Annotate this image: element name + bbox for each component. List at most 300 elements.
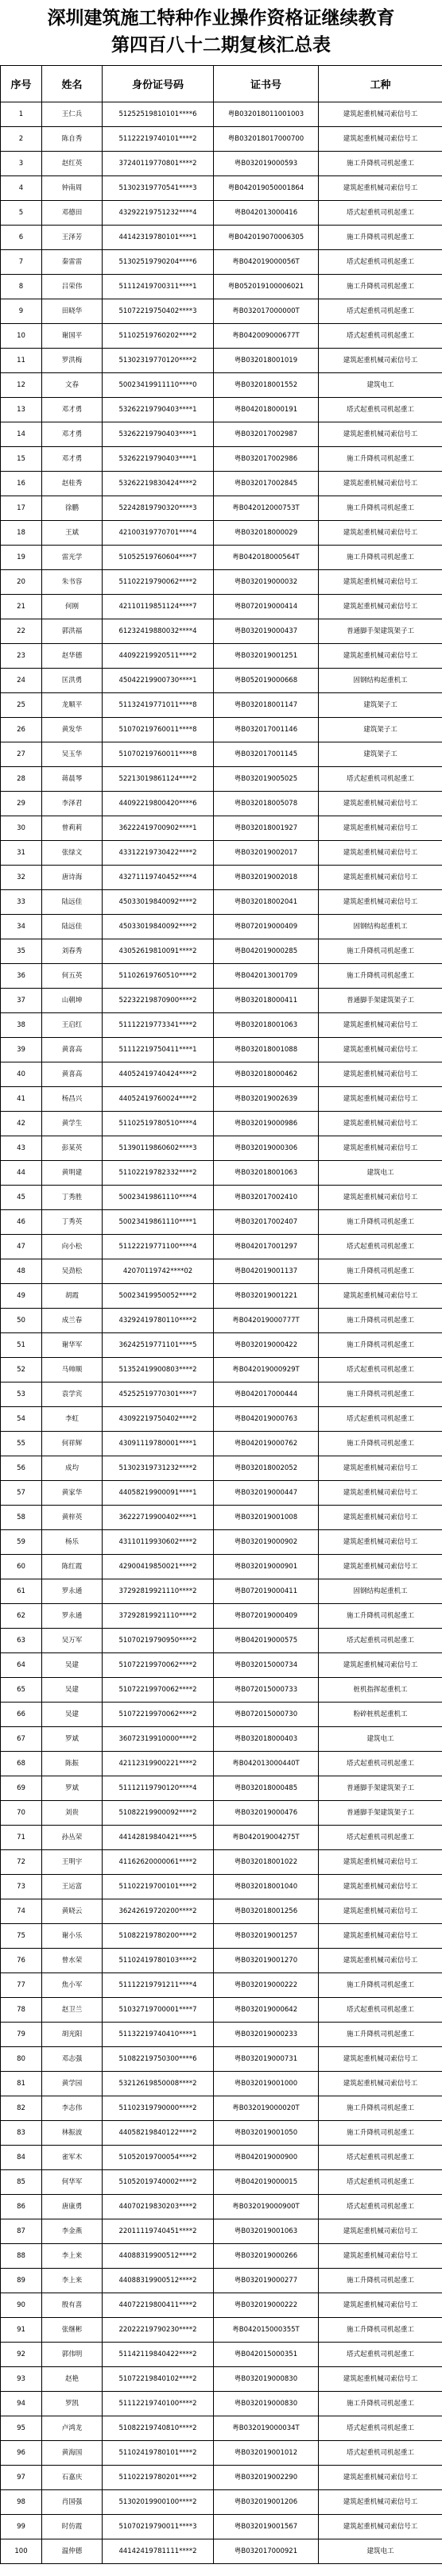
cell-id-number: 51112119790120****4 — [103, 1776, 214, 1801]
cell-id-number: 37240119770801****2 — [103, 152, 214, 176]
cell-id-number: 45033019840092****2 — [103, 890, 214, 915]
cell-certificate-number: 粤B032019000222 — [214, 2293, 319, 2318]
cell-serial: 29 — [1, 792, 42, 816]
cell-certificate-number: 粤B032018001552 — [214, 373, 319, 398]
cell-id-number: 52242819790320****3 — [103, 496, 214, 521]
cell-certificate-number: 粤B042019000929T — [214, 1358, 319, 1382]
cell-job-type: 塔式起重机司机起重工 — [319, 2170, 442, 2195]
cell-certificate-number: 粤B032019000032 — [214, 570, 319, 595]
cell-certificate-number: 粤B042015000355T — [214, 2318, 319, 2343]
cell-name: 赵红英 — [42, 152, 103, 176]
cell-certificate-number: 粤B032017001145 — [214, 742, 319, 767]
cell-id-number: 51390119860602****3 — [103, 1136, 214, 1161]
cell-name: 唐诗海 — [42, 866, 103, 890]
cell-certificate-number: 粤B072019000414 — [214, 595, 319, 619]
table-row — [1, 644, 442, 669]
cell-certificate-number: 粤B032019002018 — [214, 866, 319, 890]
cell-serial: 79 — [1, 2023, 42, 2047]
cell-job-type: 粉碎桩机起重机工 — [319, 1703, 442, 1727]
cell-name: 丁秀胜 — [42, 1186, 103, 1210]
header-serial: 序号 — [1, 66, 42, 102]
cell-serial: 16 — [1, 472, 42, 496]
cell-serial: 82 — [1, 2096, 42, 2121]
cell-serial: 28 — [1, 767, 42, 792]
cell-serial: 21 — [1, 595, 42, 619]
cell-id-number: 53262219790403****1 — [103, 447, 214, 472]
table-row — [1, 1284, 442, 1309]
cell-job-type: 塔式起重机司机起重工 — [319, 2195, 442, 2219]
cell-name: 徐鹏 — [42, 496, 103, 521]
cell-certificate-number: 粤B032018000029 — [214, 521, 319, 546]
table-row — [1, 1309, 442, 1333]
table-row — [1, 1136, 442, 1161]
cell-certificate-number: 粤B032019000222 — [214, 1973, 319, 1998]
cell-serial: 37 — [1, 989, 42, 1013]
cell-serial: 30 — [1, 816, 42, 841]
table-row — [1, 1998, 442, 2023]
cell-job-type: 施工升降机司机起重工 — [319, 939, 442, 964]
cell-serial: 53 — [1, 1382, 42, 1407]
cell-serial: 24 — [1, 669, 42, 693]
cell-id-number: 51102319790000****2 — [103, 2096, 214, 2121]
cell-id-number: 36222419700902****1 — [103, 816, 214, 841]
table-row — [1, 1629, 442, 1653]
cell-name: 邓德田 — [42, 201, 103, 226]
cell-certificate-number: 粤B032019000306 — [214, 1136, 319, 1161]
table-row — [1, 2367, 442, 2392]
table-row — [1, 1530, 442, 1555]
cell-id-number: 44092219800420****6 — [103, 792, 214, 816]
cell-id-number: 44142819840421****5 — [103, 1826, 214, 1850]
cell-id-number: 50023419861110****4 — [103, 1186, 214, 1210]
cell-serial: 95 — [1, 2416, 42, 2441]
cell-certificate-number: 粤B032017002987 — [214, 422, 319, 447]
table-row — [1, 1210, 442, 1235]
cell-certificate-number: 粤B072015000730 — [214, 1703, 319, 1727]
cell-name: 陆远佳 — [42, 915, 103, 939]
cell-certificate-number: 粤B032019000593 — [214, 152, 319, 176]
table-row — [1, 2072, 442, 2096]
cell-certificate-number: 粤B042012000753T — [214, 496, 319, 521]
cell-id-number: 42070119742****02 — [103, 1259, 214, 1284]
table-row — [1, 1038, 442, 1062]
cell-name: 胡光阳 — [42, 2023, 103, 2047]
cell-id-number: 43092219750402****2 — [103, 1407, 214, 1432]
table-row — [1, 1456, 442, 1481]
cell-serial: 35 — [1, 939, 42, 964]
cell-name: 谢小乐 — [42, 1924, 103, 1949]
cell-certificate-number: 粤B032019001251 — [214, 644, 319, 669]
cell-job-type: 塔式起重机司机起重工 — [319, 767, 442, 792]
cell-certificate-number: 粤B032019001008 — [214, 1506, 319, 1530]
cell-certificate-number: 粤B032019000034T — [214, 2416, 319, 2441]
cell-name: 何刚 — [42, 595, 103, 619]
cell-name: 吕荣伟 — [42, 275, 103, 299]
cell-certificate-number: 粤B032017002410 — [214, 1186, 319, 1210]
cell-id-number: 41162620000061****2 — [103, 1850, 214, 1875]
cell-id-number: 51112419700311****1 — [103, 275, 214, 299]
cell-certificate-number: 粤B032019000731 — [214, 2047, 319, 2072]
cell-certificate-number: 粤B042019070006305 — [214, 226, 319, 250]
cell-serial: 68 — [1, 1752, 42, 1776]
cell-certificate-number: 粤B032018011001003 — [214, 102, 319, 127]
cell-certificate-number: 粤B032019000277 — [214, 2269, 319, 2293]
cell-certificate-number: 粤B042019000015 — [214, 2170, 319, 2195]
cell-serial: 6 — [1, 226, 42, 250]
table-row — [1, 1062, 442, 1087]
table-row — [1, 1506, 442, 1530]
cell-job-type: 建筑电工 — [319, 2539, 442, 2564]
cell-job-type: 塔式起重机司机起重工 — [319, 2441, 442, 2466]
cell-id-number: 44088319900512****2 — [103, 2244, 214, 2269]
cell-id-number: 37292819921110****2 — [103, 1579, 214, 1604]
cell-certificate-number: 粤B032018017000700 — [214, 127, 319, 152]
cell-job-type: 普通脚手架建筑架子工 — [319, 1801, 442, 1826]
cell-name: 罗永通 — [42, 1579, 103, 1604]
cell-id-number: 51070219760011****8 — [103, 718, 214, 742]
cell-serial: 40 — [1, 1062, 42, 1087]
cell-job-type: 施工升降机司机起重工 — [319, 1432, 442, 1456]
cell-job-type: 建筑起重机械司索信号工 — [319, 1653, 442, 1678]
cell-id-number: 43271119740452****4 — [103, 866, 214, 890]
cell-certificate-number: 粤B032018001022 — [214, 1850, 319, 1875]
cell-certificate-number: 粤B032019000642 — [214, 1998, 319, 2023]
cell-certificate-number: 粤B032019000476 — [214, 1801, 319, 1826]
cell-serial: 8 — [1, 275, 42, 299]
cell-serial: 25 — [1, 693, 42, 718]
cell-name: 王斌 — [42, 521, 103, 546]
table-row — [1, 2269, 442, 2293]
cell-id-number: 36072319910000****2 — [103, 1727, 214, 1752]
table-row — [1, 2318, 442, 2343]
cell-id-number: 43091119780001****1 — [103, 1432, 214, 1456]
cell-id-number: 43292419780110****2 — [103, 1309, 214, 1333]
cell-id-number: 43052619810091****2 — [103, 939, 214, 964]
cell-certificate-number: 粤B042019000056T — [214, 250, 319, 275]
cell-certificate-number: 粤B032019001206 — [214, 2490, 319, 2515]
table-row — [1, 2416, 442, 2441]
cell-job-type: 建筑起重机械司索信号工 — [319, 1949, 442, 1973]
cell-id-number: 51072219970062****2 — [103, 1678, 214, 1703]
cell-job-type: 建筑起重机械司索信号工 — [319, 422, 442, 447]
cell-job-type: 施工升降机司机起重工 — [319, 2121, 442, 2146]
cell-job-type: 建筑起重机械司索信号工 — [319, 2072, 442, 2096]
cell-id-number: 51070219790950****2 — [103, 1629, 214, 1653]
cell-name: 谢华军 — [42, 1333, 103, 1358]
cell-serial: 20 — [1, 570, 42, 595]
cell-name: 邓才勇 — [42, 422, 103, 447]
cell-serial: 73 — [1, 1875, 42, 1899]
cell-job-type: 建筑起重机械司索信号工 — [319, 644, 442, 669]
cell-job-type: 普通脚手架建筑架子工 — [319, 619, 442, 644]
cell-certificate-number: 粤B032019001050 — [214, 2121, 319, 2146]
cell-id-number: 44092219920511****2 — [103, 644, 214, 669]
table-row — [1, 1949, 442, 1973]
table-row — [1, 1481, 442, 1506]
cell-job-type: 建筑起重机械司索信号工 — [319, 1013, 442, 1038]
header-name: 姓名 — [42, 66, 103, 102]
cell-id-number: 51072219750402****3 — [103, 299, 214, 324]
cell-certificate-number: 粤B032019000233 — [214, 2023, 319, 2047]
cell-id-number: 51352419900803****2 — [103, 1358, 214, 1382]
cell-serial: 51 — [1, 1333, 42, 1358]
cell-serial: 19 — [1, 546, 42, 570]
cell-job-type: 建筑电工 — [319, 1161, 442, 1186]
table-row — [1, 841, 442, 866]
table-row — [1, 767, 442, 792]
cell-id-number: 51102519760202****2 — [103, 324, 214, 349]
cell-name: 吴玉华 — [42, 742, 103, 767]
cell-job-type: 建筑起重机械司索信号工 — [319, 2293, 442, 2318]
cell-job-type: 建筑起重机械司索信号工 — [319, 595, 442, 619]
cell-serial: 38 — [1, 1013, 42, 1038]
cell-serial: 67 — [1, 1727, 42, 1752]
cell-name: 成兰春 — [42, 1309, 103, 1333]
table-row — [1, 349, 442, 373]
cell-certificate-number: 粤B032018001019 — [214, 349, 319, 373]
cell-job-type: 建筑起重机械司索信号工 — [319, 1899, 442, 1924]
cell-id-number: 44070219830203****2 — [103, 2195, 214, 2219]
cell-name: 吴万军 — [42, 1629, 103, 1653]
cell-job-type: 固钢结构起重机工 — [319, 669, 442, 693]
table-row — [1, 521, 442, 546]
cell-id-number: 52232219870900****2 — [103, 989, 214, 1013]
cell-serial: 48 — [1, 1259, 42, 1284]
cell-serial: 22 — [1, 619, 42, 644]
cell-serial: 57 — [1, 1481, 42, 1506]
cell-certificate-number: 粤B072019000409 — [214, 1604, 319, 1629]
cell-certificate-number: 粤B032018005078 — [214, 792, 319, 816]
cell-id-number: 51102419780103****2 — [103, 1949, 214, 1973]
cell-name: 罗洪梅 — [42, 349, 103, 373]
cell-serial: 81 — [1, 2072, 42, 2096]
cell-job-type: 施工升降机司机起重工 — [319, 964, 442, 989]
table-row — [1, 1850, 442, 1875]
cell-id-number: 44058219840122****2 — [103, 2121, 214, 2146]
cell-job-type: 建筑起重机械司索信号工 — [319, 890, 442, 915]
cell-job-type: 建筑起重机械司索信号工 — [319, 2490, 442, 2515]
cell-id-number: 51302319770541****3 — [103, 176, 214, 201]
cell-job-type: 塔式起重机司机起重工 — [319, 2416, 442, 2441]
table-row — [1, 1161, 442, 1186]
table-row — [1, 201, 442, 226]
cell-job-type: 塔式起重机司机起重工 — [319, 1752, 442, 1776]
cell-certificate-number: 粤B042013000440T — [214, 1752, 319, 1776]
cell-serial: 83 — [1, 2121, 42, 2146]
cell-job-type: 施工升降机司机起重工 — [319, 275, 442, 299]
cell-name: 时仿霞 — [42, 2515, 103, 2539]
cell-serial: 56 — [1, 1456, 42, 1481]
cell-name: 胡霞 — [42, 1284, 103, 1309]
cell-serial: 13 — [1, 398, 42, 422]
cell-name: 李上来 — [42, 2269, 103, 2293]
cell-job-type: 建筑电工 — [319, 1727, 442, 1752]
table-row — [1, 250, 442, 275]
cell-job-type: 塔式起重机司机起重工 — [319, 398, 442, 422]
cell-certificate-number: 粤B032019000447 — [214, 1481, 319, 1506]
table-row — [1, 2392, 442, 2416]
cell-serial: 72 — [1, 1850, 42, 1875]
cell-certificate-number: 粤B072019000409 — [214, 915, 319, 939]
cell-job-type: 塔式起重机司机起重工 — [319, 1235, 442, 1259]
cell-id-number: 44142319780101****1 — [103, 226, 214, 250]
cell-name: 田晓华 — [42, 299, 103, 324]
cell-certificate-number: 粤B042019000575 — [214, 1629, 319, 1653]
cell-id-number: 37292819921110****2 — [103, 1604, 214, 1629]
cell-name: 丁秀英 — [42, 1210, 103, 1235]
cell-job-type: 塔式起重机司机起重工 — [319, 250, 442, 275]
cell-id-number: 51102219790062****2 — [103, 570, 214, 595]
cell-certificate-number: 粤B042009000677T — [214, 324, 319, 349]
cell-name: 袁学宾 — [42, 1382, 103, 1407]
cell-serial: 45 — [1, 1186, 42, 1210]
cell-id-number: 50023419861110****1 — [103, 1210, 214, 1235]
cell-certificate-number: 粤B042019001137 — [214, 1259, 319, 1284]
cell-certificate-number: 粤B032018001927 — [214, 816, 319, 841]
cell-job-type: 建筑起重机械司索信号工 — [319, 1924, 442, 1949]
cell-job-type: 塔式起重机司机起重工 — [319, 1826, 442, 1850]
cell-serial: 59 — [1, 1530, 42, 1555]
table-row — [1, 1358, 442, 1382]
cell-certificate-number: 粤B032017002407 — [214, 1210, 319, 1235]
cell-serial: 99 — [1, 2515, 42, 2539]
cell-id-number: 42900419850021****2 — [103, 1555, 214, 1579]
cell-name: 王启红 — [42, 1013, 103, 1038]
cell-certificate-number: 粤B032019001000 — [214, 2072, 319, 2096]
cell-id-number: 44088319900512****2 — [103, 2269, 214, 2293]
table-row — [1, 718, 442, 742]
cell-id-number: 22011119740451****2 — [103, 2219, 214, 2244]
cell-job-type: 塔式起重机司机起重工 — [319, 2343, 442, 2367]
table-row — [1, 496, 442, 521]
cell-serial: 62 — [1, 1604, 42, 1629]
cell-name: 赵艳 — [42, 2367, 103, 2392]
table-row — [1, 2244, 442, 2269]
cell-name: 赵卫兰 — [42, 1998, 103, 2023]
cell-certificate-number: 粤B042018000191 — [214, 398, 319, 422]
cell-certificate-number: 粤B032018000403 — [214, 1727, 319, 1752]
table-row — [1, 1727, 442, 1752]
cell-id-number: 51132419771011****8 — [103, 693, 214, 718]
cell-serial: 3 — [1, 152, 42, 176]
table-row — [1, 866, 442, 890]
cell-serial: 94 — [1, 2392, 42, 2416]
table-row — [1, 152, 442, 176]
cell-serial: 4 — [1, 176, 42, 201]
cell-id-number: 43292219751232****4 — [103, 201, 214, 226]
cell-name: 李虹 — [42, 1407, 103, 1432]
table-row — [1, 324, 442, 349]
cell-serial: 26 — [1, 718, 42, 742]
cell-name: 黄海国 — [42, 2441, 103, 2466]
cell-id-number: 50023419911110****0 — [103, 373, 214, 398]
cell-name: 邓才勇 — [42, 398, 103, 422]
cell-certificate-number: 粤B042019000900 — [214, 2146, 319, 2170]
cell-certificate-number: 粤B032019001063 — [214, 2219, 319, 2244]
cell-certificate-number: 粤B072015000733 — [214, 1678, 319, 1703]
cell-id-number: 51102219700101****2 — [103, 1875, 214, 1899]
cell-name: 吴建 — [42, 1653, 103, 1678]
cell-job-type: 施工升降机司机起重工 — [319, 1604, 442, 1629]
cell-name: 何华军 — [42, 2170, 103, 2195]
cell-id-number: 44072219800411****2 — [103, 2293, 214, 2318]
cell-job-type: 建筑起重机械司索信号工 — [319, 1136, 442, 1161]
table-row — [1, 1013, 442, 1038]
cell-name: 张绿文 — [42, 841, 103, 866]
cell-name: 谢国平 — [42, 324, 103, 349]
cell-name: 秦雷雷 — [42, 250, 103, 275]
cell-serial: 47 — [1, 1235, 42, 1259]
cell-job-type: 塔式起重机司机起重工 — [319, 299, 442, 324]
cell-serial: 74 — [1, 1899, 42, 1924]
cell-name: 殷有喜 — [42, 2293, 103, 2318]
cell-name: 成均 — [42, 1456, 103, 1481]
cell-certificate-number: 粤B032018000411 — [214, 989, 319, 1013]
cell-job-type: 施工升降机司机起重工 — [319, 2269, 442, 2293]
cell-certificate-number: 粤B032019000437 — [214, 619, 319, 644]
cell-serial: 88 — [1, 2244, 42, 2269]
cell-certificate-number: 粤B032019002639 — [214, 1087, 319, 1112]
table-row — [1, 1653, 442, 1678]
table-row — [1, 2515, 442, 2539]
cell-job-type: 固钢结构起重机工 — [319, 915, 442, 939]
cell-name: 林振波 — [42, 2121, 103, 2146]
table-row — [1, 1259, 442, 1284]
cell-job-type: 施工升降机司机起重工 — [319, 1333, 442, 1358]
cell-certificate-number: 粤B032018002041 — [214, 890, 319, 915]
cell-certificate-number: 粤B032019000902 — [214, 1530, 319, 1555]
cell-serial: 63 — [1, 1629, 42, 1653]
table-row — [1, 226, 442, 250]
title-line-1: 深圳建筑施工特种作业操作资格证继续教育 — [47, 7, 395, 29]
cell-name: 杨昌兴 — [42, 1087, 103, 1112]
cell-serial: 14 — [1, 422, 42, 447]
cell-certificate-number: 粤B032019000830 — [214, 2392, 319, 2416]
cell-name: 王泽芳 — [42, 226, 103, 250]
cell-name: 雷光学 — [42, 546, 103, 570]
header-job-type: 工种 — [319, 66, 442, 102]
cell-serial: 97 — [1, 2466, 42, 2490]
cell-job-type: 建筑起重机械司索信号工 — [319, 866, 442, 890]
cell-name: 李金燕 — [42, 2219, 103, 2244]
cell-name: 赵华德 — [42, 644, 103, 669]
cell-name: 黄明建 — [42, 1161, 103, 1186]
cell-job-type: 建筑起重机械司索信号工 — [319, 1038, 442, 1062]
table-row — [1, 2170, 442, 2195]
cell-name: 何五英 — [42, 964, 103, 989]
cell-id-number: 51252519810101****6 — [103, 102, 214, 127]
cell-certificate-number: 粤B042019000285 — [214, 939, 319, 964]
cell-id-number: 51070219790011****3 — [103, 2515, 214, 2539]
cell-job-type: 塔式起重机司机起重工 — [319, 1407, 442, 1432]
cell-certificate-number: 粤B042019000762 — [214, 1432, 319, 1456]
cell-serial: 77 — [1, 1973, 42, 1998]
cell-job-type: 建筑起重机械司索信号工 — [319, 2047, 442, 2072]
cell-certificate-number: 粤B032019005025 — [214, 767, 319, 792]
cell-id-number: 42110119851124****7 — [103, 595, 214, 619]
cell-name: 罗斌 — [42, 1727, 103, 1752]
cell-id-number: 53212619850008****2 — [103, 2072, 214, 2096]
cell-job-type: 建筑起重机械司索信号工 — [319, 1850, 442, 1875]
cell-id-number: 53262219830424****2 — [103, 472, 214, 496]
cell-job-type: 塔式起重机司机起重工 — [319, 2146, 442, 2170]
cell-name: 孙丛荣 — [42, 1826, 103, 1850]
cell-name: 郭伟明 — [42, 2343, 103, 2367]
cell-name: 吴建 — [42, 1703, 103, 1727]
cell-name: 石嘉庆 — [42, 2466, 103, 2490]
cell-job-type: 建筑架子工 — [319, 693, 442, 718]
cell-serial: 54 — [1, 1407, 42, 1432]
